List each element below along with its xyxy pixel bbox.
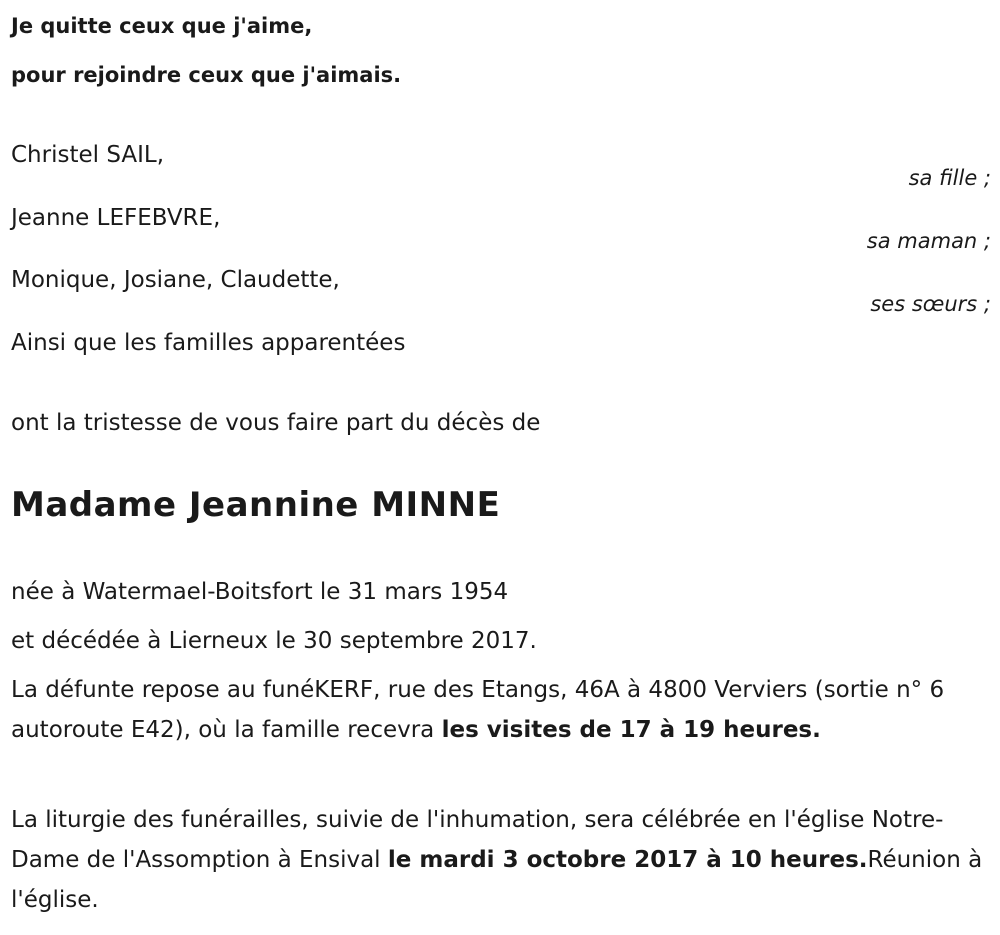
quote-line-2: pour rejoindre ceux que j'aimais.	[11, 63, 402, 87]
liturgy-after: Réunion à l'église.	[11, 847, 983, 913]
liturgy-date: le mardi 3 octobre 2017 à 10 heures.	[387, 847, 868, 873]
family-member-role: sa fille ;	[908, 166, 991, 190]
family-member-name: Monique, Josiane, Claudette,	[11, 267, 340, 293]
death-info: et décédée à Lierneux le 30 septembre 2017.	[11, 628, 537, 654]
liturgy-text: La liturgie des funérailles, suivie de l'inhumation, sera célébrée en l'église Notre-Dame de l'Assomption à Ensival	[11, 807, 944, 873]
family-member-role: sa maman ;	[866, 229, 991, 253]
family-member-name: Ainsi que les familles apparentées	[11, 330, 406, 356]
rest-info	[11, 670, 986, 750]
quote-line-1: Je quitte ceux que j'aime,	[11, 14, 313, 38]
deceased-name: Madame Jeannine MINNE	[11, 485, 501, 525]
family-member-role: ses sœurs ;	[870, 292, 991, 316]
family-member-name: Jeanne LEFEBVRE,	[11, 205, 221, 231]
family-member-name: Christel SAIL,	[11, 142, 165, 168]
rest-text: La défunte repose au funéKERF, rue des Etangs, 46A à 4800 Verviers (sortie n° 6 autoroute E42), où la famille recevra	[11, 677, 945, 743]
visits-hours: les visites de 17 à 19 heures.	[441, 717, 821, 743]
birth-info: née à Watermael-Boitsfort le 31 mars 1954	[11, 579, 509, 605]
liturgy-info	[11, 800, 986, 920]
announcement-text: ont la tristesse de vous faire part du décès de	[11, 410, 541, 436]
